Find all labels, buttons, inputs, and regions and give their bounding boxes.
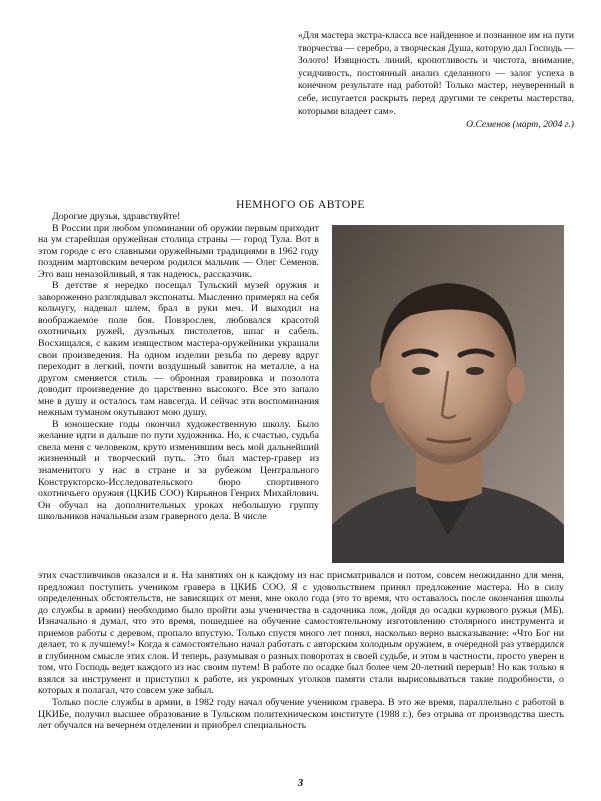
epigraph-quote: «Для мастера экстра-класса все найденное и познанное им на пути творчества — серебро, а творческая Душа, которую дал Господь — Золото! Изящность линий, кропотливость и чистота, внимание, усидчивость, постоянный анализ сделанного — залог успеха в конечном результате над работой! Только мастер, неуверенный в себе, испугается раскрыть перед другими те секреты мастерства, которыми владеет сам». — [298, 30, 574, 117]
paragraph: этих счастливчиков оказался и я. На занятиях он к каждому из нас присматривался и потом, совсем неожиданно для меня, предложил поступить учеником гравера в ЦКИБ СОО. Я с удовольствием принял предложение мастера. Но в силу определенных обстоятельств, не зависящих от меня, мне около года (это то время, что оставалось после окончания школы до службы в армии) необходимо было пройти азы ученичества в садочника лож, дойдя до осадки куркового ружья (МБ). Изначально я думал, что это время, пошедшее на обучение самостоятельному изготовлению столярного инструмента и приемов работы с деревом, пропало впустую. Только спустя много лет понял, насколько верно высказывание: «Что Бог ни делает, то к лучшему!» Когда я самостоятельно начал работать с авторским холодным оружием, в очередной раз утвердился в глубинном смысле этих слов. И теперь, разумывая о разных поворотах в своей судьбе, и этом в частности, просто уверен в том, что Господь ведет каждого из нас своим путем! В работе по осадке был более чем 20-летний перерыв! Но как только я взялся за инструмент и приступил к работе, из укромных уголков памяти стали вырисовываться такие подробности, о которых я полагал, что совсем уже забыл. — [38, 570, 564, 697]
author-portrait-icon — [332, 225, 564, 563]
epigraph-signature: О.Семенов (март, 2004 г.) — [466, 119, 574, 131]
paragraph: В юношеские годы окончил художественную школу. Было желание идти и дальше по пути художника. Но, к счастью, судьба свела меня с человеком, круто изменившим весь мой дальнейший жизненный и творческий путь. Это был мастер-гравер из знаменитого у нас в стране и за рубежом Центрального Конструкторско-Исследовательского бюро спортивного охотничьего оружия (ЦКИБ СОО) Кирьянов Генрих Михайлович. Он обучал на дополнительных уроках небольшую группу школьников начальным азам граверного дела. В числе — [38, 418, 319, 523]
paragraph: В детстве я нередко посещал Тульский музей оружия и завороженно разглядывал экспонаты. Мысленно примерял на себя кольчугу, надевал шлем, брал в руки меч. И выходил на воображаемое поле боя. Повзрослев, любовался красотой охотничьих ружей, дуэльных пистолетов, шпаг и сабель. Восхищался, с каким изяществом мастера-оружейники украшали свои произведения. На одном изделии резьба по дереву вдруг переходит в легкий, почти воздушный завиток на металле, а на другом сменяется стиль — обронная гравировка и позолота доводит произведение до царственно высокого. Все это запало мне в душу и осталось там навсегда. И сейчас эти воспоминания нежным туманом окутывают мою душу. — [38, 280, 319, 419]
epigraph — [298, 30, 574, 132]
paragraph: Только после службы в армии, в 1982 году начал обучение учеником гравера. В это же время, параллельно с работой в ЦКИБе, получил высшее образование в Тульском политехническом институте (1988 г.), без отрыва от производства шесть лет обучался на вечернем отделении и приобрел специальность — [38, 697, 564, 732]
paragraph: В России при любом упоминании об оружии первым приходит на ум старейшая оружейная столица страны — город Тула. Вот в этом городе с его славными оружейными традициями в 1962 году поздним мартовским вечером родился мальчик — Олег Семенов. Это ваш неназойливый, я так надеюсь, рассказчик. — [38, 222, 319, 280]
section-heading: НЕМНОГО ОБ АВТОРЕ — [236, 199, 365, 211]
full-width-text — [38, 570, 564, 732]
column-text — [38, 211, 319, 523]
page-number: 3 — [297, 777, 304, 789]
author-photo — [332, 225, 564, 563]
paragraph: Дорогие друзья, здравствуйте! — [52, 211, 181, 222]
